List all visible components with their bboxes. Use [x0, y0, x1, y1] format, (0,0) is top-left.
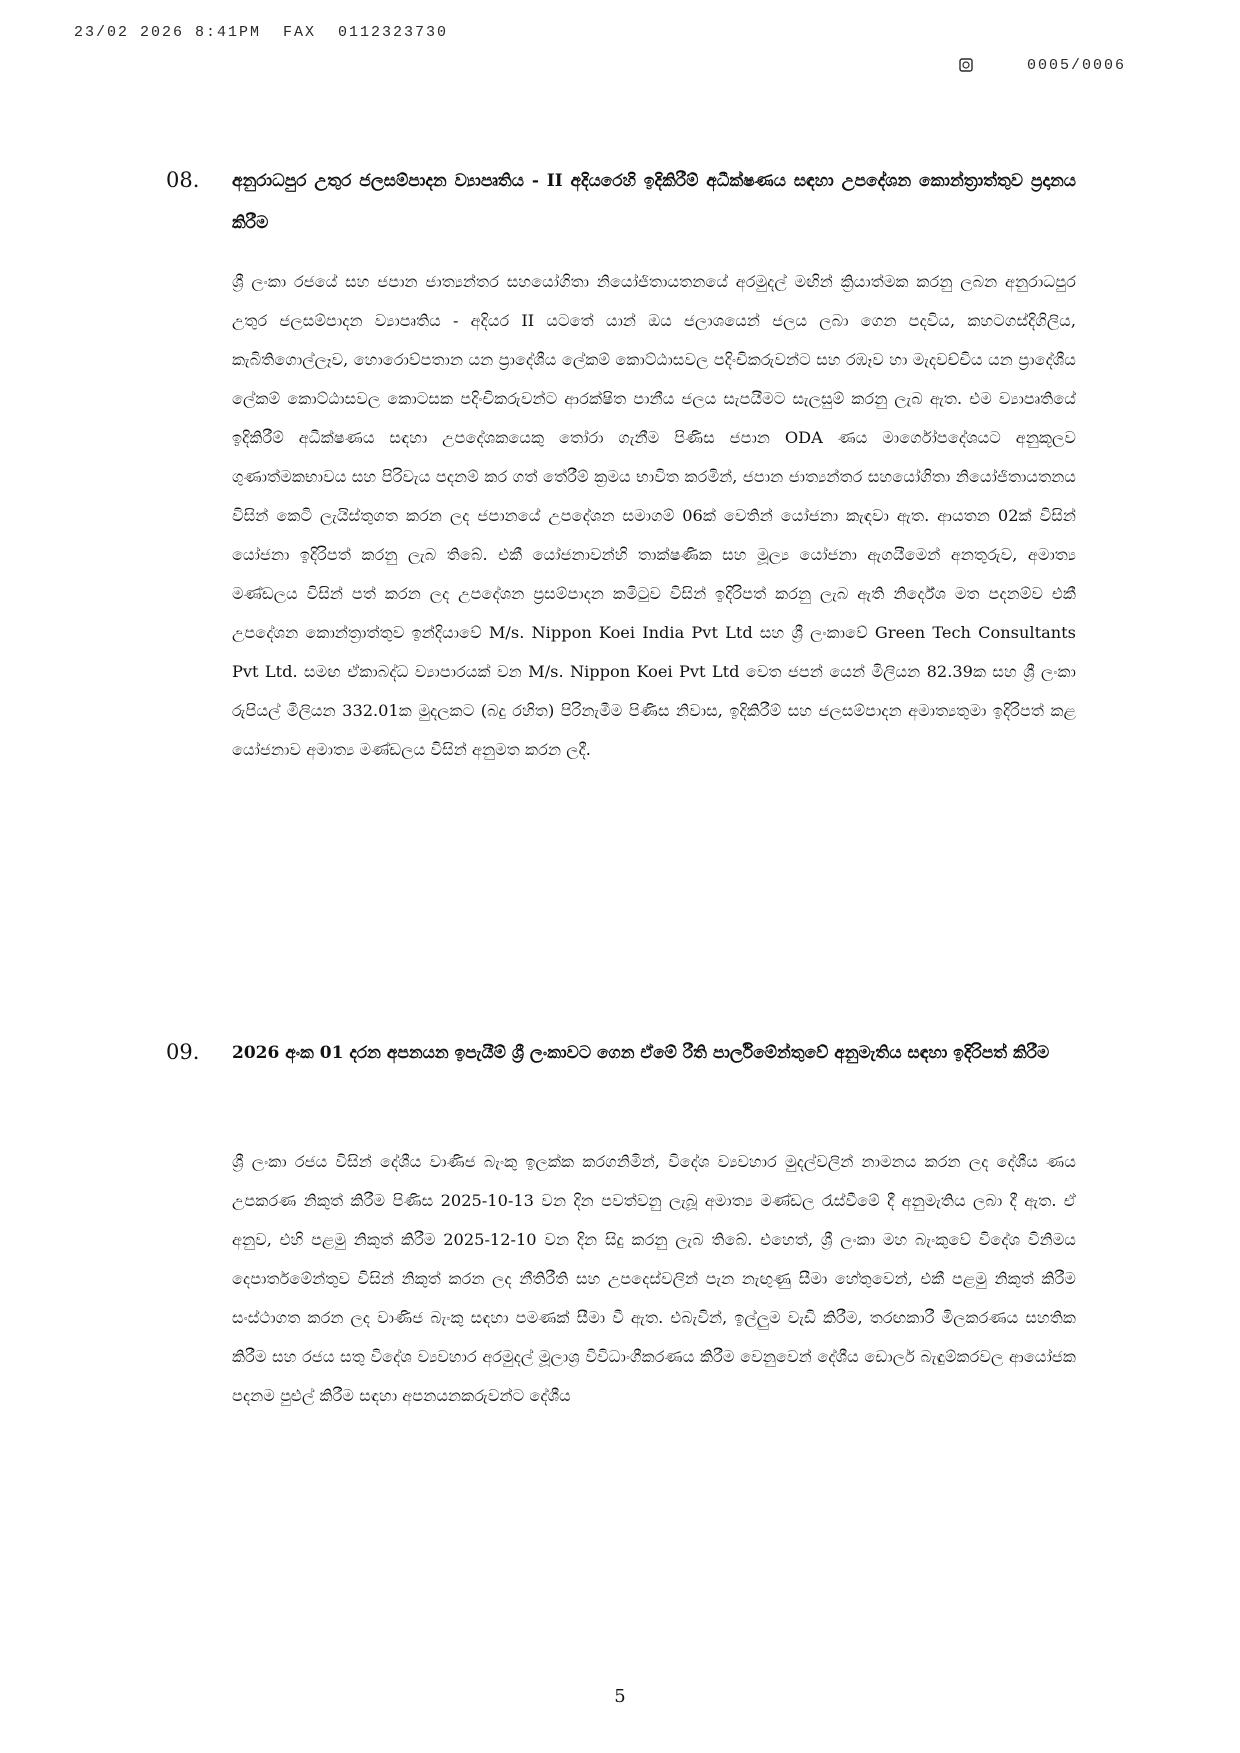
item-body: ශ්‍රී ලංකා රජයේ සහ ජපාන ජාත්‍යන්තර සහයෝගිතා නියෝජිතායතනයේ අරමුදල් මඟින් ක්‍රියාත්මක කරනු ලබන අනුරාධපුර උතුර ජලසම්පාදන ව්‍යාපෘතිය - අදියර II යටතේ යාන් ඔය ජලාශයෙන් ජලය ලබා ගෙන පදවිය, කහටගස්දිගිලිය, කැබිතිගොල්ලෑව, හොරොව්පතාන යන ප්‍රාදේශීය ලේකම් කොට්ඨාසවල පදිංචිකරුවන්ට සහ රඹෑව හා මැදවච්චිය යන ප්‍රාදේශීය ලේකම් කොට්ඨාසවල කොටසක පදිංචිකරුවන්ට ආරක්ෂිත පානීය ජලය සැපයීමට සැලසුම් කරනු ලැබ ඇත. එම ව්‍යාපෘතියේ ඉදිකිරීම් අධීක්ෂණය සඳහා උපදේශකයෙකු තෝරා ගැනීම පිණිස ජපාන ODA ණය මාර්ගෝපදේශයට අනුකූලව ගුණාත්මකභාවය සහ පිරිවැය පදනම් කර ගත් තේරීම් ක්‍රමය භාවිත කරමින්, ජපාන ජාත්‍යන්තර සහයෝගිතා නියෝජිතායතනය විසින් කෙටි ලැයිස්තුගත කරන ලද ජපානයේ උපදේශන සමාගම් 06ක් වෙතින් යෝජනා කැඳවා ඇත. ආයතන 02ක් විසින් යෝජනා ඉදිරිපත් කරනු ලැබ තිබේ. එකී යෝජනාවන්හි තාක්ෂණික සහ මූල්‍ය යෝජනා ඇගයීමෙන් අනතුරුව, අමාත්‍ය මණ්ඩලය විසින් පත් කරන ලද උපදේශන ප්‍රසම්පාදන කමිටුව විසින් ඉදිරිපත් කරනු ලැබ ඇති නිර්දේශ මත පදනම්ව එකී උපදේශන කොන්ත්‍රාත්තුව ඉන්දියාවේ M/s. Nippon Koei India Pvt Ltd සහ ශ්‍රී ලංකාවේ Green Tech Consultants Pvt Ltd. සමඟ ඒකාබද්ධ ව්‍යාපාරයක් වන M/s. Nippon Koei Pvt Ltd වෙත ජපන් යෙන් මිලියන 82.39ක සහ ශ්‍රී ලංකා රුපියල් මිලියන 332.01ක මුදලකට (බදු රහිත) පිරිනැමීම පිණිස නිවාස, ඉදිකිරීම් සහ ජලසම්පාදන අමාත්‍යතුමා ඉදිරිපත් කළ යෝජනාව අමාත්‍ය මණ්ඩලය විසින් අනුමත කරන ලදී. — [232, 272, 1076, 759]
item-09 — [166, 1040, 1076, 1660]
item-number: 08. — [166, 168, 200, 192]
item-number: 09. — [166, 1040, 200, 1064]
item-title: අනුරාධපුර උතුර ජලසම්පාදන ව්‍යාපෘතිය - II අදියරෙහි ඉදිකිරීම් අධීක්ෂණය සඳහා උපදේශන කොන්ත්‍රාත්තුව ප්‍රදානය කිරීම — [232, 171, 1076, 233]
fax-page-icon — [959, 24, 1025, 106]
page-number: 5 — [614, 1686, 626, 1707]
fax-transmission-info: 23/02 2026 8:41PM FAX 0112323730 — [74, 24, 449, 41]
item-title: 2026 අංක 01 දරන අපනයන ඉපැයීම් ශ්‍රී ලංකාවට ගෙන ඒමේ රීති පාර්ලිමේන්තුවේ අනුමැතිය සඳහා ඉදිරිපත් කිරීම — [232, 1043, 1050, 1063]
fax-page-count-text: 0005/0006 — [1026, 56, 1126, 74]
fax-header — [74, 24, 1126, 74]
fax-page-counter — [959, 24, 1126, 106]
item-body: ශ්‍රී ලංකා රජය විසින් දේශීය වාණිජ බැංකු ඉලක්ක කරගනිමින්, විදේශ ව්‍යවහාර මුදල්වලින් නාමනය කරන ලද දේශීය ණය උපකරණ නිකුත් කිරීම පිණිස 2025-10-13 වන දින පවත්වනු ලැබූ අමාත්‍ය මණ්ඩල රැස්වීමේ දී අනුමැතිය ලබා දී ඇත. ඒ අනුව, එහි පළමු නිකුත් කිරීම 2025-12-10 වන දින සිදු කරනු ලැබ තිබේ. එහෙත්, ශ්‍රී ලංකා මහ බැංකුවේ විදේශ විනිමය දෙපාර්තමේන්තුව විසින් නිකුත් කරන ලද නීතිරීති සහ උපදෙස්වලින් පැන නැඟුණු සීමා හේතුවෙන්, එකී පළමු නිකුත් කිරීම සංස්ථාගත කරන ලද වාණිජ බැංකු සඳහා පමණක් සීමා වී ඇත. එබැවින්, ඉල්ලුම වැඩි කිරීම, තරඟකාරී මිලකරණය සහතික කිරීම සහ රජය සතු විදේශ ව්‍යවහාර අරමුදල් මූලාශ්‍ර විවිධාංගීකරණය කිරීම වෙනුවෙන් දේශීය ඩොලර් බැඳුම්කරවල ආයෝජක පදනම පුළුල් කිරීම සඳහා අපනයනකරුවන්ට දේශීය — [232, 1152, 1076, 1405]
item-08 — [166, 168, 1076, 998]
